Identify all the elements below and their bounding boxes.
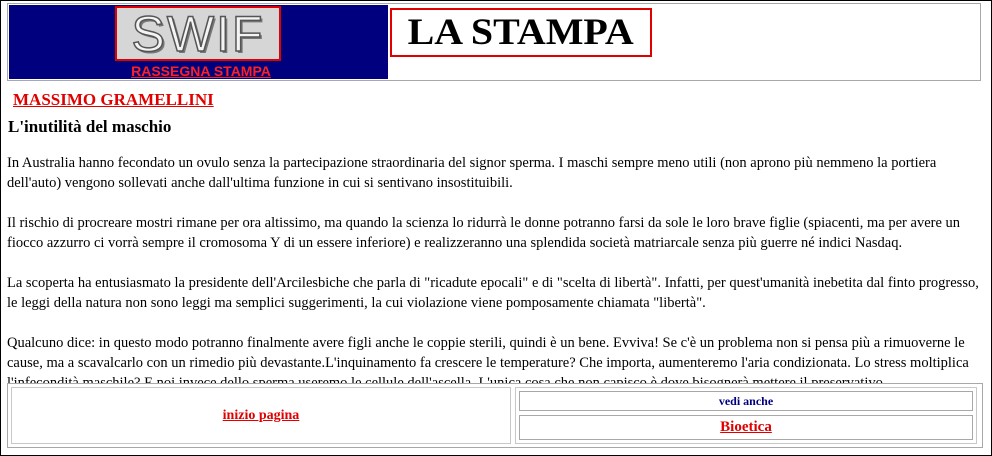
back-to-top-link[interactable]: inizio pagina (222, 407, 300, 423)
newspaper-name: LA STAMPA (407, 12, 635, 53)
article-body (7, 153, 979, 393)
see-also-label: vedi anche (718, 393, 774, 408)
logo-cell (9, 5, 388, 79)
swif-logo-text: SWIF (131, 6, 265, 61)
rassegna-stampa-link[interactable]: RASSEGNA STAMPA (131, 63, 271, 79)
article-paragraph: Il rischio di procreare mostri rimane per ora altissimo, ma quando la scienza lo ridurrà le donne potranno farsi da sole le loro brave figlie (spiacenti, ma per avere un fiocco azzurro ci vorrà sempre il cromosoma Y di un essere inferiore) e realizzeranno una splendida società matriarcale senza più guerre né indici Nasdaq. (7, 215, 961, 251)
article-title: L'inutilità del maschio (8, 117, 172, 136)
footer-right-cell (515, 387, 977, 444)
article-paragraph: In Australia hanno fecondato un ovulo senza la partecipazione straordinaria del signor sperma. I maschi sempre meno utili (non aprono più nemmeno la portiera dell'auto) vengono sollevati anche dall'ultima funzione in cui si sentivano insostituibili. (7, 155, 937, 191)
footer-left-cell (11, 387, 511, 444)
article-paragraph: La scoperta ha entusiasmato la presidente dell'Arcilesbiche che parla di "ricadute epocali" e di "scelta di libertà". Infatti, per quest'umanità inebetita dal finto progresso, le leggi della natura non sono leggi ma semplici suggerimenti, la cui violazione viene pomposamente chiamata "libertà". (7, 275, 979, 311)
related-cell (519, 415, 973, 440)
footer-table (7, 383, 983, 448)
see-also-cell (519, 391, 973, 411)
author-link[interactable]: MASSIMO GRAMELLINI (13, 90, 214, 109)
swif-logo[interactable] (115, 6, 281, 61)
bioetica-link[interactable]: Bioetica (720, 419, 772, 435)
header-banner (7, 3, 981, 81)
newspaper-logo[interactable] (390, 8, 652, 57)
article-paragraph: Qualcuno dice: in questo modo potranno finalmente avere figli anche le coppie sterili, quindi è un bene. Evviva! Se c'è un problema non si pensa più a rimuoverne le cause, ma a scavalcarlo con un rimedio più devastante.L'inquinamento fa crescere le temperature? Che importa, aumenteremo l'aria condizionata. Lo stress moltiplica (7, 335, 969, 371)
